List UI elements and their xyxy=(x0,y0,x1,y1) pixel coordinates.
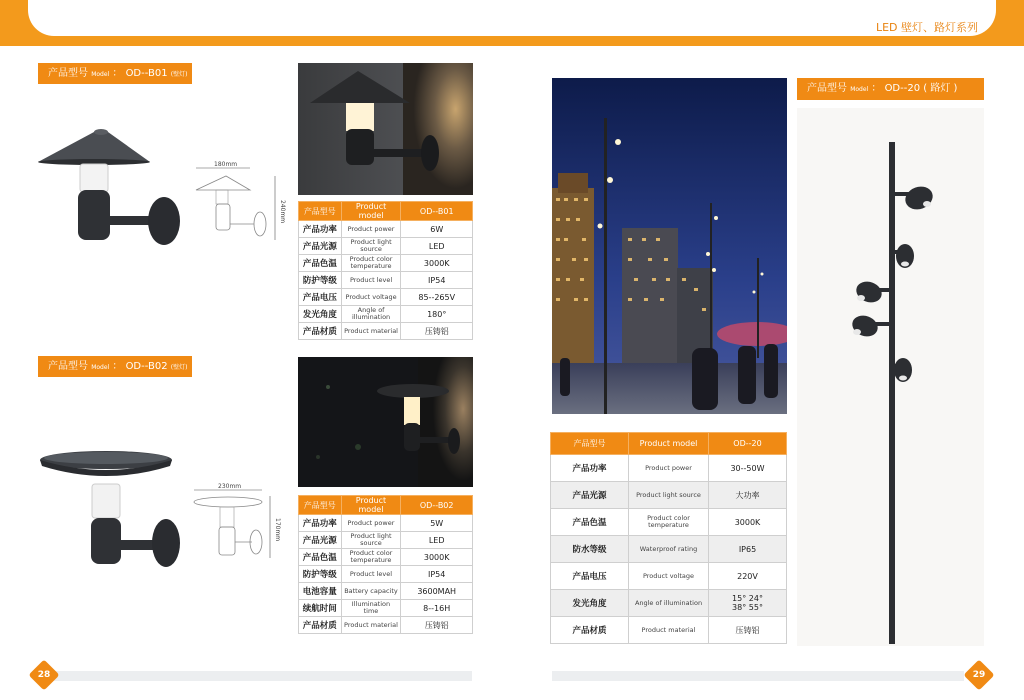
dimension-drawing-b01 xyxy=(190,160,290,244)
spec-table-head: 产品型号 Product model OD--B01 xyxy=(299,202,473,221)
spec-row: 发光角度 Angle of illumination 180° xyxy=(299,306,473,323)
product-photo-b02 xyxy=(298,357,473,487)
series-title: LED 壁灯、路灯系列 xyxy=(875,21,978,34)
pole-render-od20 xyxy=(797,108,984,646)
spec-row: 产品光源 Product light source LED xyxy=(299,238,473,255)
dim-height-b01: 240mm xyxy=(279,200,286,224)
spec-row: 产品材质 Product material 压铸铝 xyxy=(299,323,473,340)
spec-row: 产品材质 Product material 压铸铝 xyxy=(299,617,473,634)
spec-table-b02 xyxy=(298,495,473,634)
footer-bar-right xyxy=(552,671,964,681)
spec-row: 防护等级 Product level IP54 xyxy=(299,272,473,289)
model-label-od20: 产品型号 Model ： OD--20 ( 路灯 ) xyxy=(797,78,984,100)
spec-table-head: 产品型号 Product model OD--20 xyxy=(551,433,787,455)
spec-row: 产品电压 Product voltage 220V xyxy=(551,563,787,590)
spec-row: 电池容量 Battery capacity 3600MAH xyxy=(299,583,473,600)
dim-width-b02: 230mm xyxy=(218,483,242,490)
dimension-drawing-b02 xyxy=(190,480,290,564)
pole-render-panel xyxy=(797,108,984,646)
spec-row: 产品材质 Product material 压铸铝 xyxy=(551,617,787,644)
header-panel xyxy=(28,0,996,36)
footer-bar-left xyxy=(50,671,472,681)
spec-table-od20 xyxy=(550,432,787,644)
model-label-b01: 产品型号 Model ： OD--B01 (壁灯) xyxy=(38,63,192,84)
dim-height-b02: 170mm xyxy=(274,518,281,542)
spec-row: 发光角度 Angle of illumination 15° 24° 38° 55° xyxy=(551,590,787,617)
page-number-right: 29 xyxy=(963,659,994,690)
product-render-b02 xyxy=(38,448,188,570)
page-number-left: 28 xyxy=(28,659,59,690)
spec-row: 产品光源 Product light source LED xyxy=(299,532,473,549)
spec-row: 产品功率 Product power 5W xyxy=(299,515,473,532)
spec-row: 产品色温 Product color temperature 3000K xyxy=(299,549,473,566)
dim-width-b01: 180mm xyxy=(214,161,238,168)
spec-table-head: 产品型号 Product model OD--B02 xyxy=(299,496,473,515)
spec-row: 产品光源 Product light source 大功率 xyxy=(551,482,787,509)
product-render-b01 xyxy=(36,126,186,246)
product-photo-b01 xyxy=(298,63,473,195)
spec-row: 产品功率 Product power 6W xyxy=(299,221,473,238)
model-label-b02: 产品型号 Model ： OD--B02 (壁灯) xyxy=(38,356,192,377)
spec-table-b01 xyxy=(298,201,473,340)
spec-row: 防水等级 Waterproof rating IP65 xyxy=(551,536,787,563)
spec-row: 产品色温 Product color temperature 3000K xyxy=(551,509,787,536)
spec-row: 续航时间 Illumination time 8--16H xyxy=(299,600,473,617)
street-photo-od20 xyxy=(552,78,787,414)
spec-row: 产品电压 Product voltage 85--265V xyxy=(299,289,473,306)
spec-row: 防护等级 Product level IP54 xyxy=(299,566,473,583)
spec-row: 产品色温 Product color temperature 3000K xyxy=(299,255,473,272)
spec-row: 产品功率 Product power 30--50W xyxy=(551,455,787,482)
